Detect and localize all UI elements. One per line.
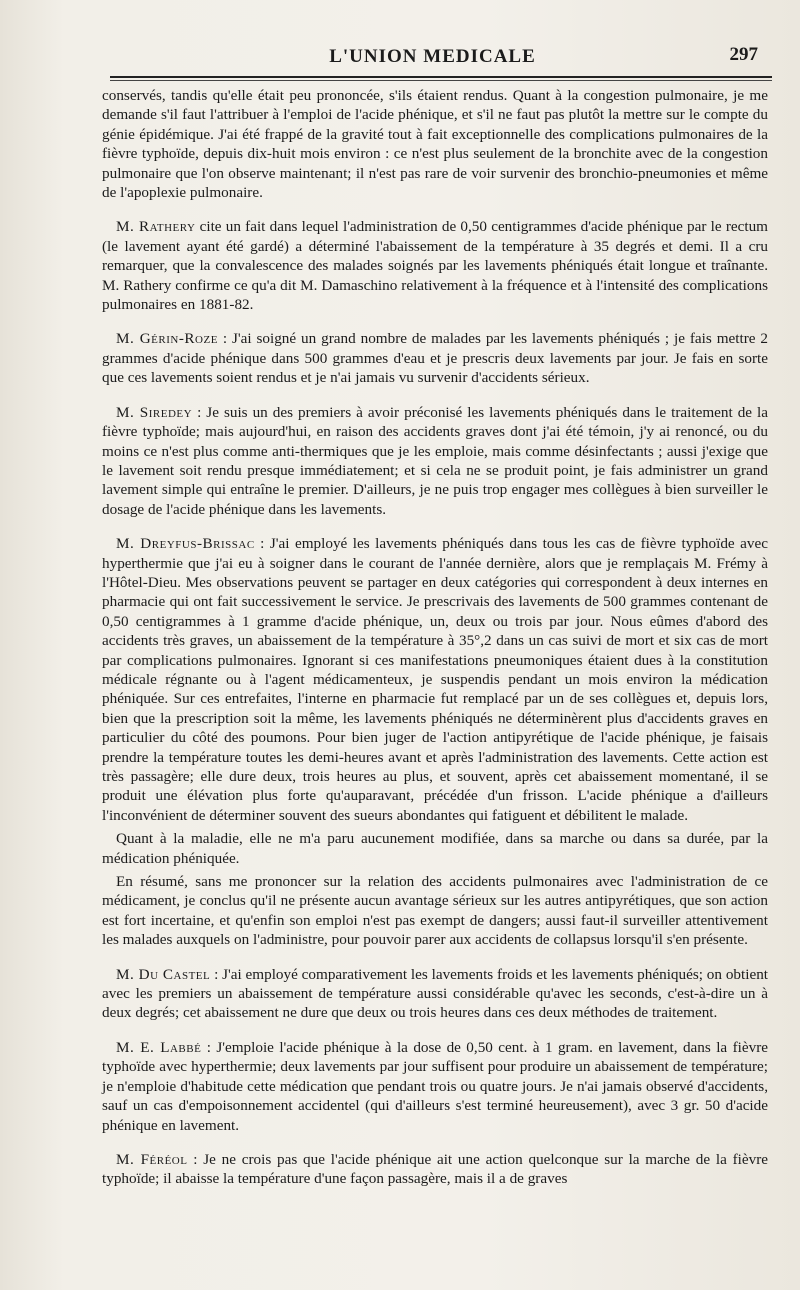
speaker-name: M. Du Castel <box>116 965 211 983</box>
paragraph <box>102 329 768 387</box>
paragraph <box>102 829 768 868</box>
paragraph-text: conservés, tandis qu'elle était peu prononcée, s'ils étaient rendus. Quant à la congestion pulmonaire, je me demande s'il faut l'attribuer à l'emploi de l'acide phénique, et s'il ne faut pas plutôt la mettre sur le compte du génie épidémique. J'ai été frappé de la gravité tout à fait exceptionnelle des complications pulmonaires de la fièvre typhoïde, depuis dix-huit mois environ : ce n'est plus seulement de la bronchite avec de la congestion pulmonaire que l'on observe maintenant; il n'est pas rare de voir survenir des bronchio-pneumonies et même de l'apoplexie pulmonaire. <box>102 87 768 202</box>
paragraph <box>102 86 768 202</box>
paragraph-text: : Je suis un des premiers à avoir préconisé les lavements phéniqués dans le traitement de la fièvre typhoïde; mais aujourd'hui, en raison des accidents graves dont j'ai été témoin, j'y ai renoncé, ou du moins ce n'est plus comme anti-thermiques que je les emploie, mais comme désinfectants ; aussi j'exige que le lavement soit rendu presque immédiatement; et si cela ne se produit point, je fais administrer un grand lavement simple qui entraîne le premier. D'ailleurs, je ne puis trop engager mes collègues à bien surveiller le dosage de l'acide phénique dans les lavements. <box>102 403 768 518</box>
paragraph-text: : J'emploie l'acide phénique à la dose de 0,50 cent. à 1 gram. en lavement, dans la fièvre typhoïde avec hyperthermie; deux lavements par jour suffisent pour produire un abaissement de température; je n'emploie d'habitude cette médication que pendant trois ou quatre jours. Je n'ai jamais observé d'accidents, sauf un cas d'empoisonnement accidentel (qui d'ailleurs s'est terminé heureusement), avec 3 gr. 50 d'acide phénique en lavement. <box>102 1038 768 1134</box>
speaker-name: M. Rathery <box>116 218 196 236</box>
paragraph <box>102 965 768 1023</box>
paragraph <box>102 872 768 950</box>
paragraph <box>102 1150 768 1189</box>
paragraph-text: En résumé, sans me prononcer sur la relation des accidents pulmonaires avec l'administration de ce médicament, je conclus qu'il ne présente aucun avantage sérieux sur les autres antipyrétiques, que son action est fort incertaine, et qu'enfin son emploi n'est pas exempt de dangers; aussi faut-il surveiller attentivement les malades auxquels on l'administre, pour pouvoir parer aux accidents de collapsus lorsqu'il s'en présente. <box>102 873 768 949</box>
paragraph-text: Quant à la maladie, elle ne m'a paru aucunement modifiée, dans sa marche ou dans sa durée, par la médication phéniquée. <box>102 830 768 867</box>
paragraph-text: : Je ne crois pas que l'acide phénique ait une action quelconque sur la marche de la fièvre typhoïde; il abaisse la température d'une façon passagère, mais il a de graves <box>102 1150 769 1188</box>
page-number: 297 <box>729 44 758 65</box>
speaker-name: M. Gérin-Roze <box>116 330 218 348</box>
page-header <box>95 38 770 72</box>
speaker-name: M. Siredey <box>116 403 193 421</box>
paragraph-text: : J'ai employé les lavements phéniqués dans tous les cas de fièvre typhoïde avec hyperthermie que j'ai eu à soigner dans le courant de l'année dernière, alors que je remplaçais M. Frémy à l'Hôtel-Dieu. Mes observations peuvent se partager en deux catégories qui correspondent à deux internes en pharmacie qui ont fait successivement le service. Je prescrivais des lavements de 500 grammes contenant de 0,50 centigrammes à 1 gramme d'acide phénique, un, deux ou trois par jour. Nous eûmes d'abord des accidents très graves, un abaissement de la température à 35°,2 dans un cas suivi de mort et six cas de mort par complications pulmonaires. Ignorant si ces manifestations pneumoniques étaient dues à la constitution médicale régnante ou à l'agent médicamenteux, je suspendis pendant un mois environ la médication phéniquée. Sur ces entrefaites, l'interne en pharmacie fut remplacé par un de ses collègues et, depuis lors, bien que la prescription soit la même, les lavements phéniqués ne déterminèrent plus d'accidents graves en particulier du côté des poumons. Pour bien juger de l'action antipyrétique de l'acide phénique, je faisais prendre la température toutes les demi-heures avant et après l'administration des lavements. Cette action est très passagère; elle dure deux, trois heures au plus, et souvent, après cet abaissement momentané, il se produit une élévation plus forte qu'auparavant, précédée d'un frisson. L'acide phénique a d'ailleurs l'inconvénient de déterminer souvent des sueurs abondantes qui fatiguent et débilitent le malade. <box>102 535 768 824</box>
paragraph <box>102 217 768 314</box>
speaker-name: M. Féréol <box>116 1150 188 1168</box>
header-rule-thin <box>110 80 772 81</box>
paragraph <box>102 1038 768 1135</box>
paragraph-text: : J'ai employé comparativement les lavements froids et les lavements phéniqués; on obtient avec les premiers un abaissement de température aussi considérable qu'avec les seconds, c'est-à-dire un à deux degrés; cet abaissement ne dure que deux ou trois heures dans ces deux méthodes de traitement. <box>102 965 769 1022</box>
speaker-name: M. E. Labbé <box>116 1038 202 1056</box>
speaker-name: M. Dreyfus-Brissac <box>116 535 255 553</box>
article-body <box>102 86 768 1204</box>
paragraph <box>102 403 768 519</box>
paragraph-text: cite un fait dans lequel l'administration de 0,50 centigrammes d'acide phénique par le rectum (le lavement ayant été gardé) a déterminé l'abaissement de la température à 35 degrés et demi. Il a cru remarquer, que la convalescence des malades soignés par les lavements phéniqués était longue et traînante. M. Rathery confirme ce qu'a dit M. Damaschino relativement à la fréquence et à l'intensité des complications pulmonaires en 1881-82. <box>102 218 768 314</box>
paragraph <box>102 534 768 825</box>
paragraph-text: : J'ai soigné un grand nombre de malades par les lavements phéniqués ; je fais mettre 2 grammes d'acide phénique dans 500 grammes d'eau et je prescris deux lavements par jour. Je fais en sorte que ces lavements soient rendus et je n'ai jamais vu survenir d'accidents sérieux. <box>102 330 768 387</box>
header-rule <box>110 76 772 78</box>
journal-title: L'UNION MEDICALE <box>329 46 536 67</box>
